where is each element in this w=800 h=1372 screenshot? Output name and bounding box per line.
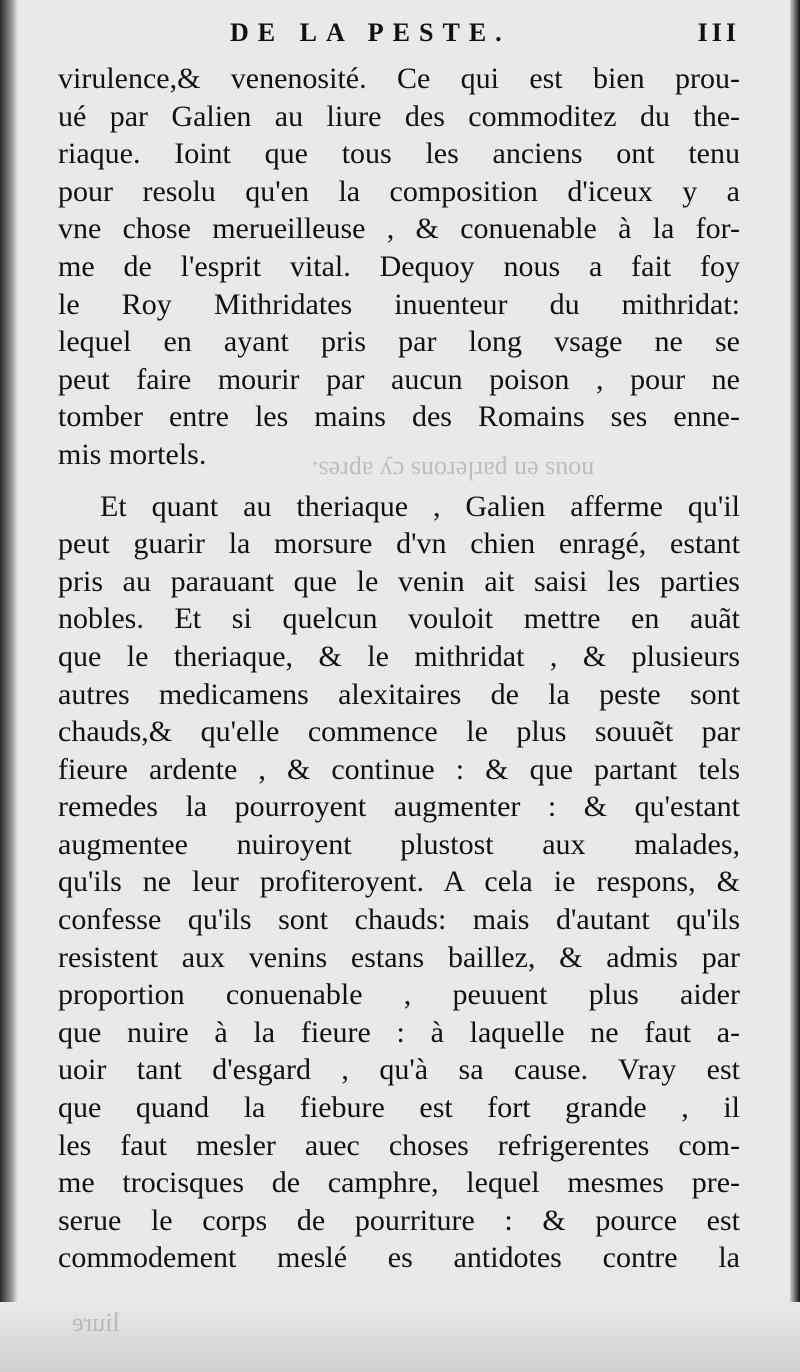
text-line: serue le corps de pourriture : & pource est [58, 1203, 740, 1237]
text-line: vne chose merueilleuse , & conuenable à la for- [58, 212, 740, 246]
text-line: que nuire à la fieure : à laquelle ne faut a- [58, 1015, 740, 1049]
text-line: pour resolu qu'en la composition d'iceux y a [58, 174, 740, 208]
show-through-catchword: liure [72, 1308, 120, 1337]
text-line: augmentee nuiroyent plustost aux malades, [58, 827, 740, 861]
page-edge-shadow [790, 0, 800, 1372]
text-line: autres medicamens alexitaires de la peste sont [58, 677, 740, 711]
text-line: commodement meslé es antidotes contre la [58, 1241, 740, 1275]
text-line: mis mortels. [58, 437, 207, 471]
text-line: proportion conuenable , peuuent plus aider [58, 978, 740, 1012]
text-line: ué par Galien au liure des commoditez du the- [58, 99, 740, 133]
paragraph [58, 488, 740, 1277]
text-line: les faut mesler auec choses refrigerentes com- [58, 1128, 740, 1162]
page-bottom-shade [0, 1302, 800, 1372]
text-line: uoir tant d'esgard , qu'à sa cause. Vray est [58, 1053, 740, 1087]
text-line: fieure ardente , & continue : & que partant tels [58, 752, 740, 786]
text-line: me de l'esprit vital. Dequoy nous a fait foy [58, 249, 740, 283]
text-line: que le theriaque, & le mithridat , & plusieurs [58, 639, 740, 673]
text-line: Et quant au theriaque , Galien afferme qu'il [100, 489, 740, 523]
page-header [60, 12, 740, 52]
show-through-text: nous en parlerons cy apres. [312, 456, 595, 485]
text-line: lequel en ayant pris par long vsage ne se [58, 325, 740, 359]
text-line: tomber entre les mains des Romains ses enne- [58, 400, 740, 434]
page-gutter-shadow [0, 0, 18, 1372]
text-line: peut guarir la morsure d'vn chien enragé, estant [58, 527, 740, 561]
text-line: riaque. Ioint que tous les anciens ont tenu [58, 137, 740, 171]
text-line: virulence,& venenosité. Ce qui est bien prou- [58, 62, 740, 95]
text-line: me trocisques de camphre, lequel mesmes pre- [58, 1166, 740, 1200]
paragraph-gap [58, 474, 740, 488]
running-head: DE LA PESTE. [230, 18, 511, 47]
text-line: qu'ils ne leur profiteroyent. A cela ie respons, & [58, 865, 740, 899]
text-line: pris au parauant que le venin ait saisi les parties [58, 564, 740, 598]
text-line: chauds,& qu'elle commence le plus souuẽt par [58, 715, 740, 749]
text-line: peut faire mourir par aucun poison , pour ne [58, 362, 740, 396]
body-text [58, 60, 740, 1277]
paragraph [58, 60, 740, 474]
text-line: le Roy Mithridates inuenteur du mithridat: [58, 287, 740, 321]
text-line: confesse qu'ils sont chauds: mais d'autant qu'ils [58, 903, 740, 937]
page-number: III [697, 18, 740, 47]
text-line: nobles. Et si quelcun vouloit mettre en auãt [58, 602, 740, 636]
text-line: resistent aux venins estans baillez, & admis par [58, 940, 740, 974]
text-line: que quand la fiebure est fort grande , il [58, 1091, 740, 1125]
text-line: remedes la pourroyent augmenter : & qu'estant [58, 790, 740, 824]
